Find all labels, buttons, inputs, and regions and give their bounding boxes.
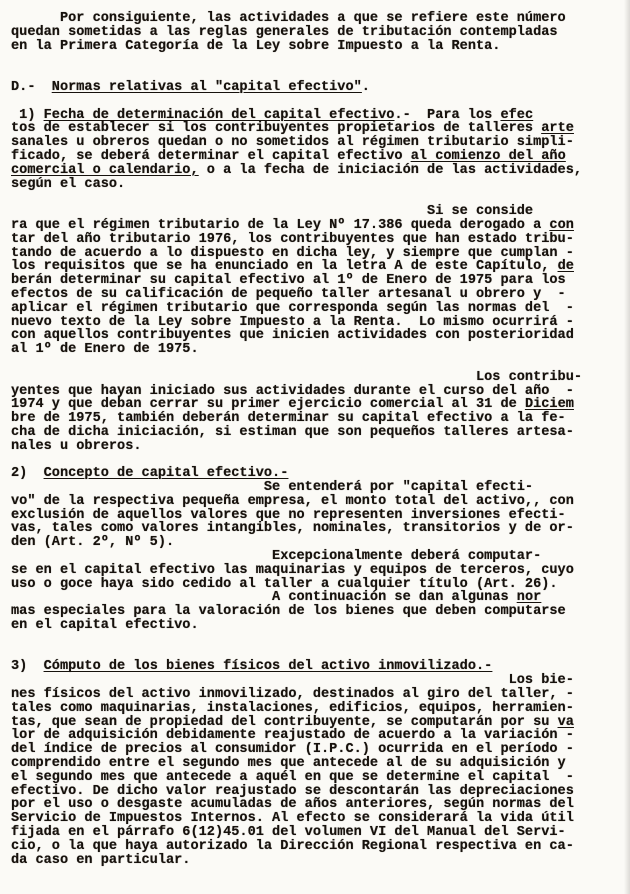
text-segment: por el uso o desgaste acumuladas de años anteriores, según normas del bbox=[11, 797, 574, 813]
text-line bbox=[11, 398, 611, 412]
underlined-text-segment: Diciem bbox=[524, 397, 574, 413]
text-segment: aplicar el régimen tributario que corresponda según las normas del - bbox=[11, 300, 574, 316]
text-line bbox=[11, 205, 611, 219]
underlined-text-segment: va bbox=[557, 714, 574, 730]
text-line bbox=[11, 564, 611, 578]
text-line bbox=[11, 550, 611, 564]
text-segment: den (Art. 2º, Nº 5). bbox=[11, 535, 175, 551]
text-line bbox=[11, 385, 611, 399]
text-line bbox=[11, 826, 611, 840]
text-line bbox=[11, 109, 611, 123]
text-line bbox=[11, 536, 611, 550]
text-line bbox=[11, 605, 611, 619]
text-line bbox=[11, 509, 611, 523]
text-segment: .- Para los bbox=[394, 107, 501, 123]
text-line bbox=[11, 619, 611, 633]
text-line bbox=[11, 481, 611, 495]
text-line bbox=[11, 578, 611, 592]
text-segment: tas, que sean de propiedad del contribuyente, se computarán por su bbox=[11, 714, 558, 730]
text-line bbox=[11, 219, 611, 233]
text-segment: efectos de su calificación de pequeño taller artesanal u obrero y - bbox=[11, 286, 566, 302]
text-line bbox=[11, 178, 611, 192]
text-segment: nes físicos del activo inmovilizado, destinados al giro del taller, - bbox=[11, 687, 574, 703]
text-segment: en el capital efectivo. bbox=[11, 618, 199, 634]
text-line bbox=[11, 233, 611, 247]
text-line bbox=[11, 854, 611, 868]
text-segment: efectivo. De dicho valor reajustado se descontarán las depreciaciones bbox=[11, 783, 574, 799]
text-segment: exclusión de aquellos valores que no representen inversiones efecti- bbox=[11, 507, 566, 523]
text-line bbox=[11, 785, 611, 799]
text-line bbox=[11, 122, 611, 136]
text-segment: berán determinar su capital efectivo al 1º de Enero de 1975 para los bbox=[11, 273, 566, 289]
text-line bbox=[11, 729, 611, 743]
text-segment: o a la fecha de iniciación de las actividades, bbox=[198, 162, 583, 178]
text-segment: lor de adquisición debidamente reajustado de acuerdo a la variación - bbox=[11, 728, 574, 744]
text-segment: Los bie- bbox=[11, 673, 574, 689]
text-segment: D.- bbox=[11, 79, 52, 95]
text-segment: tos de establecer si los contribuyentes propietarios de talleres bbox=[11, 121, 542, 137]
scan-edge-artifact bbox=[624, 0, 630, 894]
text-line bbox=[11, 164, 611, 178]
text-segment: nales u obreros. bbox=[11, 438, 142, 454]
underlined-text-segment: nor bbox=[516, 590, 542, 606]
text-segment: A continuación se dan algunas bbox=[11, 590, 517, 606]
text-segment: al 1º de Enero de 1975. bbox=[11, 342, 199, 358]
text-segment: Si se conside bbox=[11, 204, 534, 220]
text-line bbox=[11, 288, 611, 302]
text-segment: Servicio de Impuestos Internos. Al efecto se considerará la vida útil bbox=[11, 811, 574, 827]
text-segment: sanales u obreros quedan o no sometidos al régimen tributario simpli- bbox=[11, 135, 574, 151]
text-line bbox=[11, 688, 611, 702]
text-segment: el segundo mes que antecede a aquél en que se determine el capital - bbox=[11, 769, 574, 785]
text-segment: comprendido entre el segundo mes que antecede al de su adquisición y bbox=[11, 756, 566, 772]
text-segment: cha de dicha iniciación, si estiman que son pequeños talleres artesa- bbox=[11, 424, 574, 440]
text-segment: se en el capital efectivo las maquinarias y equipos de terceros, cuyo bbox=[11, 562, 574, 578]
text-line bbox=[11, 371, 611, 385]
text-segment: nuevo texto de la Ley sobre Impuesto a la Renta. Lo mismo ocurrirá - bbox=[11, 314, 574, 330]
underlined-text-segment: de bbox=[557, 259, 574, 275]
section-3-computo-bienes-fisicos bbox=[11, 660, 611, 867]
text-segment: . bbox=[361, 79, 370, 95]
section-1-fecha-determinacion bbox=[11, 109, 611, 192]
text-line bbox=[11, 40, 611, 54]
text-segment: 1974 y que deban cerrar su primer ejercicio comercial al 31 de bbox=[11, 397, 525, 413]
underlined-text-segment: Fecha de determinación del capital efectivo bbox=[43, 107, 395, 123]
text-line bbox=[11, 316, 611, 330]
text-segment: fijada en el párrafo 6(12)45.01 del volumen VI del Manual del Servi- bbox=[11, 825, 566, 841]
text-segment: yentes que hayan iniciado sus actividades durante el curso del año - bbox=[11, 383, 574, 399]
text-line bbox=[11, 591, 611, 605]
text-segment: los requisitos que se ha enunciado en la letra A de este Capítulo, bbox=[11, 259, 558, 275]
text-segment: da caso en particular. bbox=[11, 852, 191, 868]
text-segment: uso o goce haya sido cedido al taller a cualquier título (Art. 26). bbox=[11, 576, 558, 592]
text-line bbox=[11, 467, 611, 481]
paragraph-si-se-considera bbox=[11, 205, 611, 357]
text-line bbox=[11, 302, 611, 316]
underlined-text-segment: Concepto de capital efectivo.- bbox=[43, 466, 289, 482]
text-segment: cio, o la que haya autorizado la Dirección Regional respectiva en ca- bbox=[11, 838, 574, 854]
text-line bbox=[11, 702, 611, 716]
document-body bbox=[11, 12, 611, 867]
text-segment: quedan sometidas a las reglas generales de tributación contempladas bbox=[11, 24, 558, 40]
text-line bbox=[11, 771, 611, 785]
underlined-text-segment: con bbox=[549, 217, 574, 233]
text-line bbox=[11, 660, 611, 674]
underlined-text-segment: Normas relativas al "capital efectivo" bbox=[51, 79, 362, 95]
text-segment: mas especiales para la valoración de los bienes que deben computarse bbox=[11, 604, 566, 620]
text-segment: Se entenderá por "capital efecti- bbox=[11, 480, 534, 496]
text-segment: Los contribu- bbox=[11, 369, 583, 385]
text-segment: tando de acuerdo a lo dispuesto en dicha ley, y siempre que cumplan - bbox=[11, 245, 574, 261]
text-line bbox=[11, 426, 611, 440]
text-line bbox=[11, 440, 611, 454]
text-line bbox=[11, 757, 611, 771]
text-segment: ficado, se deberá determinar el capital efectivo bbox=[11, 148, 411, 164]
underlined-text-segment: comercial o calendario, bbox=[11, 162, 199, 178]
text-line bbox=[11, 247, 611, 261]
text-line bbox=[11, 274, 611, 288]
text-segment: en la Primera Categoría de la Ley sobre Impuesto a la Renta. bbox=[11, 38, 501, 54]
text-segment: bre de 1975, también deberán determinar su capital efectivo a la fe- bbox=[11, 411, 566, 427]
text-line bbox=[11, 716, 611, 730]
text-line bbox=[11, 798, 611, 812]
text-segment: 2) bbox=[11, 466, 44, 482]
text-line bbox=[11, 26, 611, 40]
heading-d-normas-capital-efectivo bbox=[11, 81, 611, 95]
paragraph-los-contribuyentes-1974 bbox=[11, 371, 611, 454]
text-segment: ra que el régimen tributario de la Ley Nº 17.386 queda derogado a bbox=[11, 217, 550, 233]
paragraph-excepcionalmente bbox=[11, 550, 611, 591]
intro-paragraph bbox=[11, 12, 611, 53]
text-segment: según el caso. bbox=[11, 176, 126, 192]
text-line bbox=[11, 412, 611, 426]
text-line bbox=[11, 150, 611, 164]
text-line bbox=[11, 136, 611, 150]
underlined-text-segment: arte bbox=[541, 121, 574, 137]
text-line bbox=[11, 81, 611, 95]
text-segment: del índice de precios al consumidor (I.P.C.) ocurrida en el período - bbox=[11, 742, 574, 758]
text-line bbox=[11, 674, 611, 688]
text-segment: Por consiguiente, las actividades a que se refiere este número bbox=[11, 11, 566, 26]
text-line bbox=[11, 495, 611, 509]
text-segment: 3) bbox=[11, 659, 44, 675]
underlined-text-segment: al comienzo del año bbox=[410, 148, 566, 164]
text-line bbox=[11, 840, 611, 854]
text-segment: con aquellos contribuyentes que inicien actividades con posterioridad bbox=[11, 328, 574, 344]
text-segment: tales como maquinarias, instalaciones, edificios, equipos, herramien- bbox=[11, 700, 574, 716]
text-segment: vo" de la respectiva pequeña empresa, el monto total del activo,, con bbox=[11, 493, 574, 509]
text-segment: 1) bbox=[11, 107, 44, 123]
underlined-text-segment: efec bbox=[500, 107, 534, 123]
text-line bbox=[11, 743, 611, 757]
underlined-text-segment: Cómputo de los bienes físicos del activo inmovilizado.- bbox=[43, 659, 493, 675]
section-2-concepto-capital-efectivo bbox=[11, 467, 611, 550]
paragraph-a-continuacion bbox=[11, 591, 611, 632]
text-line bbox=[11, 12, 611, 26]
text-segment: tar del año tributario 1976, los contribuyentes que han estado tribu- bbox=[11, 231, 574, 247]
text-segment: Excepcionalmente deberá computar- bbox=[11, 549, 542, 565]
text-segment: vas, tales como valores intangibles, nominales, transitorios y de or- bbox=[11, 521, 574, 537]
text-line bbox=[11, 343, 611, 357]
text-line bbox=[11, 812, 611, 826]
